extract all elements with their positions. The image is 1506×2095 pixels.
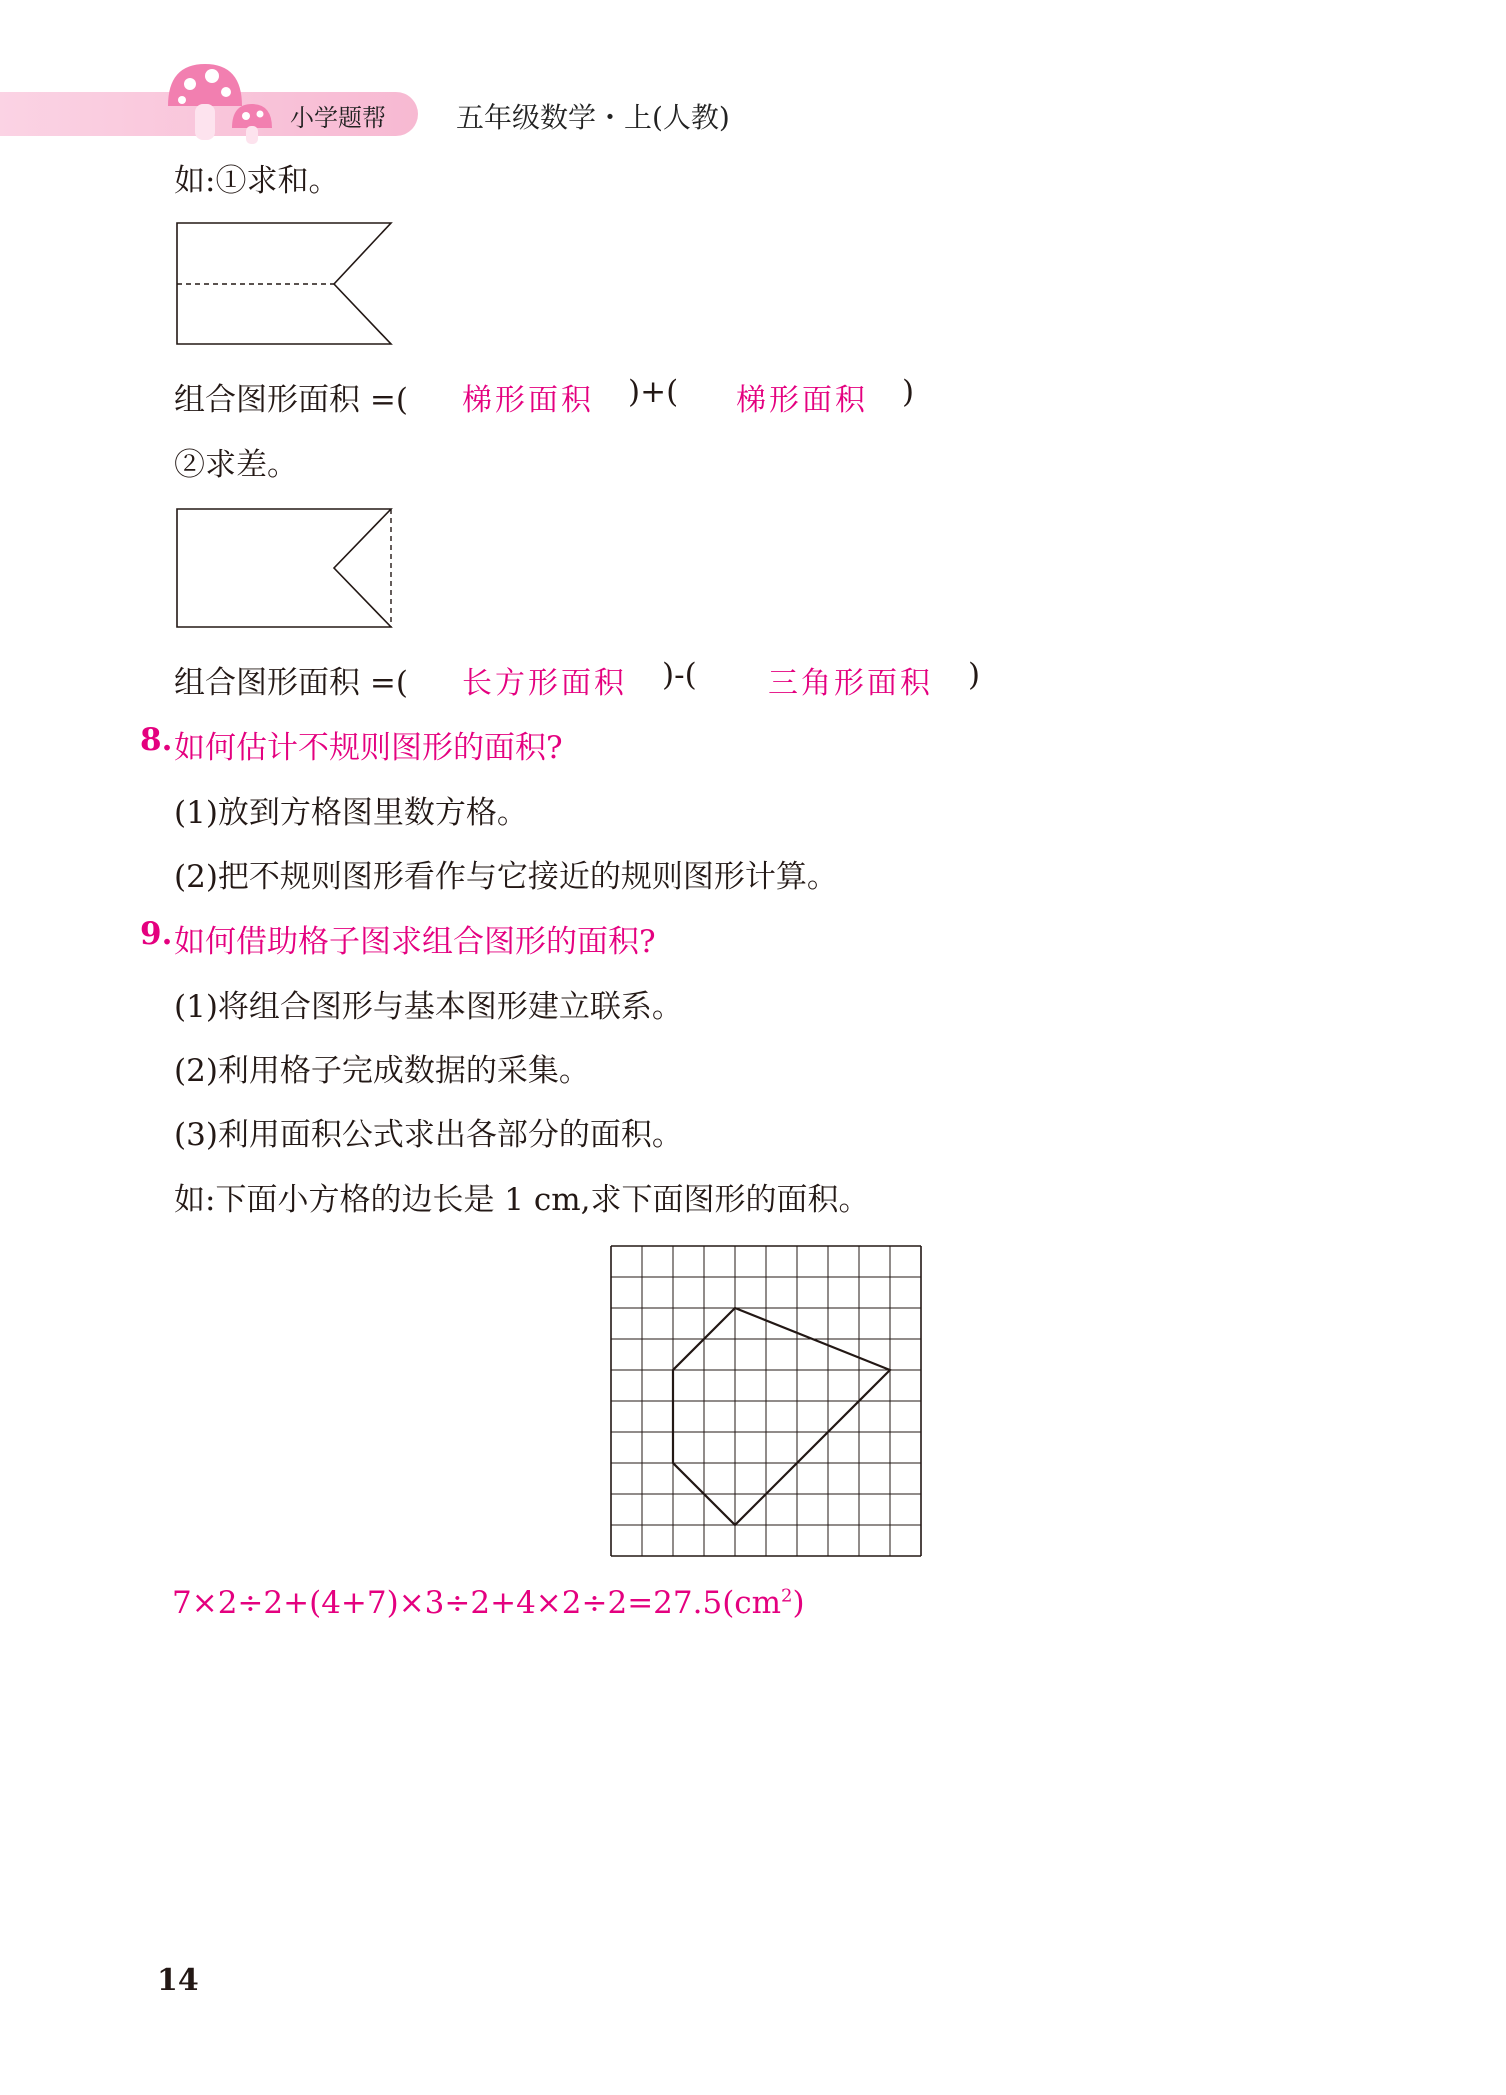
- q9-item-1: (1)将组合图形与基本图形建立联系。: [174, 989, 683, 1025]
- sum-formula-prefix: 组合图形面积 =(: [174, 382, 408, 418]
- area-formula-close: ): [792, 1585, 805, 1621]
- composite-polygon: [673, 1308, 890, 1525]
- sum-formula-mid: )+(: [628, 374, 679, 410]
- diff-formula-prefix: 组合图形面积 =(: [174, 665, 408, 701]
- diff-answer-1: 长方形面积: [462, 666, 627, 701]
- diff-formula-close: ): [968, 657, 981, 693]
- q9-item-3: (3)利用面积公式求出各部分的面积。: [174, 1117, 683, 1153]
- area-formula-sup: 2: [781, 1585, 793, 1607]
- q9-question: 如何借助格子图求组合图形的面积?: [174, 924, 656, 960]
- diff-answer-2: 三角形面积: [768, 666, 933, 701]
- q9-number: 9.: [140, 916, 173, 952]
- diff-formula-mid: )-(: [662, 657, 697, 693]
- q8-item-1: (1)放到方格图里数方格。: [174, 795, 528, 831]
- grid-figure: [610, 1245, 922, 1557]
- sum-answer-1: 梯形面积: [462, 383, 594, 418]
- sum-formula-close: ): [902, 374, 915, 410]
- q8-number: 8.: [140, 722, 173, 758]
- mushroom-icon: [160, 56, 280, 146]
- sum-example-intro: 如:①求和。: [174, 163, 340, 199]
- q9-example: 如:下面小方格的边长是 1 cm,求下面图形的面积。: [174, 1182, 870, 1218]
- q9-item-2: (2)利用格子完成数据的采集。: [174, 1053, 590, 1089]
- sum-answer-2: 梯形面积: [736, 383, 868, 418]
- area-formula: [172, 1585, 805, 1621]
- area-formula-main: 7×2÷2+(4+7)×3÷2+4×2÷2=27.5(cm: [172, 1585, 782, 1621]
- diff-example-intro: ②求差。: [174, 447, 298, 483]
- q8-question: 如何估计不规则图形的面积?: [174, 730, 563, 766]
- page-number: 14: [157, 1963, 199, 1998]
- book-title: 五年级数学・上(人教): [456, 101, 730, 134]
- sum-figure: [176, 222, 394, 346]
- q8-item-2: (2)把不规则图形看作与它接近的规则图形计算。: [174, 859, 838, 895]
- brand-name: 小学题帮: [290, 104, 386, 132]
- diff-figure: [176, 508, 394, 630]
